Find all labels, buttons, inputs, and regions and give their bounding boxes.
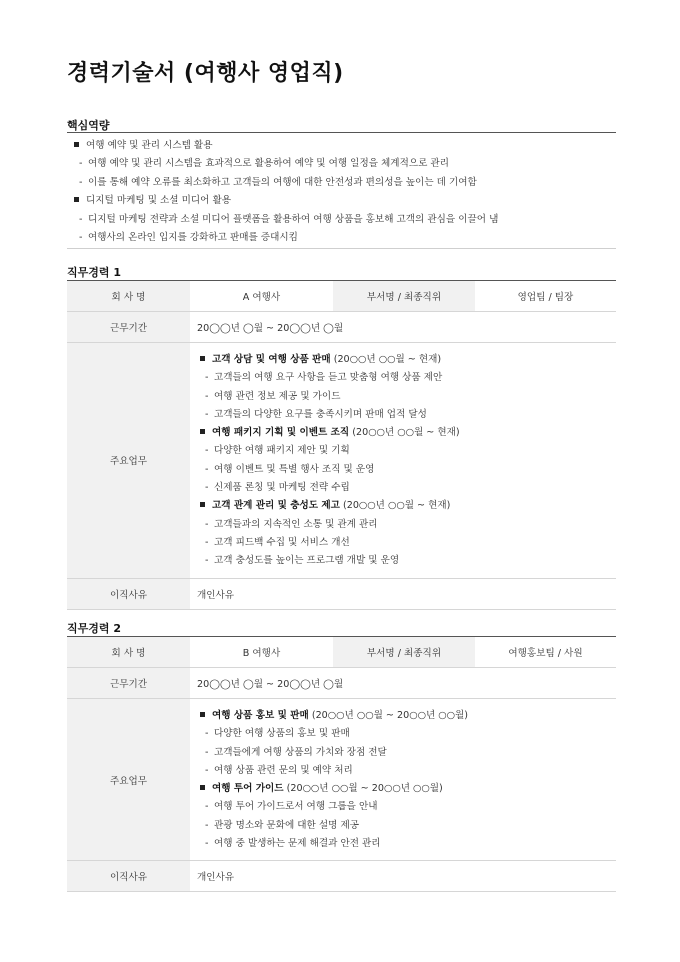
- period-label: 근무기간: [67, 312, 190, 343]
- duty-label: 주요업무: [67, 343, 190, 579]
- square-bullet-icon: [198, 497, 212, 515]
- dept-position-value: 영업팀 / 팀장: [475, 281, 616, 312]
- square-bullet-icon: [72, 192, 86, 210]
- core-bullet-item: 여행 예약 및 관리 시스템 활용: [72, 137, 616, 155]
- square-bullet-icon: [72, 137, 86, 155]
- dash-marker: [205, 725, 214, 743]
- duty-bullet-item: 여행 투어 가이드 (20○○년 ○○월 ~ 20○○년 ○○월): [198, 780, 616, 798]
- dash-marker: [79, 155, 88, 173]
- core-dash-item: -여행 예약 및 관리 시스템을 효과적으로 활용하여 예약 및 여행 일정을 체계적으로 관리: [72, 155, 616, 173]
- reason-label: 이직사유: [67, 861, 190, 892]
- dash-marker: [205, 406, 214, 424]
- dash-marker: [79, 211, 88, 229]
- dash-marker: [205, 479, 214, 497]
- duty-dash-item: -여행 중 발생하는 문제 해결과 안전 관리: [198, 835, 616, 853]
- core-bottom-rule: [67, 248, 616, 249]
- reason-label: 이직사유: [67, 578, 190, 609]
- dash-marker: [205, 552, 214, 570]
- reason-row: [67, 578, 616, 609]
- dept-position-label: 부서명 / 최종직위: [333, 281, 475, 312]
- dash-marker: [79, 174, 88, 192]
- duty-dash-item: -여행 상품 관련 문의 및 예약 처리: [198, 762, 616, 780]
- square-bullet-icon: [198, 707, 212, 725]
- duty-dash-item: -고객 충성도를 높이는 프로그램 개발 및 운영: [198, 552, 616, 570]
- duty-row: [67, 699, 616, 861]
- duty-bullet-item: 고객 상담 및 여행 상품 판매 (20○○년 ○○월 ~ 현재): [198, 351, 616, 369]
- dash-marker: [205, 744, 214, 762]
- duty-dash-item: -고객들과의 지속적인 소통 및 관계 관리: [198, 516, 616, 534]
- duty-list: [190, 343, 616, 579]
- dash-marker: [79, 229, 88, 247]
- core-dash-item: -디지털 마케팅 전략과 소셜 미디어 플랫폼을 활용하여 여행 상품을 홍보해 고객의 관심을 이끌어 냄: [72, 211, 616, 229]
- duty-bullet-item: 여행 상품 홍보 및 판매 (20○○년 ○○월 ~ 20○○년 ○○월): [198, 707, 616, 725]
- dash-marker: [205, 461, 214, 479]
- dept-position-value: 여행홍보팀 / 사원: [475, 637, 616, 668]
- period-value: 20◯◯년 ◯월 ~ 20◯◯년 ◯월: [190, 312, 616, 343]
- company-row: [67, 637, 616, 668]
- square-bullet-icon: [198, 424, 212, 442]
- duty-dash-item: -신제품 론칭 및 마케팅 전략 수립: [198, 479, 616, 497]
- duty-dash-item: -고객들의 여행 요구 사항을 듣고 맞춤형 여행 상품 제안: [198, 369, 616, 387]
- duty-dash-item: -고객들에게 여행 상품의 가치와 장점 전달: [198, 744, 616, 762]
- career-2-heading: 직무경력 2: [67, 622, 121, 635]
- period-value: 20◯◯년 ◯월 ~ 20◯◯년 ◯월: [190, 668, 616, 699]
- duty-dash-item: -고객 피드백 수집 및 서비스 개선: [198, 534, 616, 552]
- duty-bullet-item: 고객 관계 관리 및 충성도 제고 (20○○년 ○○월 ~ 현재): [198, 497, 616, 515]
- duty-dash-item: -여행 이벤트 및 특별 행사 조직 및 운영: [198, 461, 616, 479]
- dash-marker: [205, 369, 214, 387]
- core-competency-list: [72, 137, 616, 247]
- career-1-heading: 직무경력 1: [67, 266, 121, 279]
- reason-value: 개인사유: [190, 578, 616, 609]
- duty-row: [67, 343, 616, 579]
- duty-bullet-item: 여행 패키지 기획 및 이벤트 조직 (20○○년 ○○월 ~ 현재): [198, 424, 616, 442]
- dash-marker: [205, 817, 214, 835]
- duty-dash-item: -다양한 여행 패키지 제안 및 기획: [198, 442, 616, 460]
- company-label: 회 사 명: [67, 637, 190, 668]
- dash-marker: [205, 762, 214, 780]
- duty-dash-item: -관광 명소와 문화에 대한 설명 제공: [198, 817, 616, 835]
- career-1-table: [67, 281, 616, 610]
- duty-label: 주요업무: [67, 699, 190, 861]
- company-name: A 여행사: [190, 281, 333, 312]
- duty-dash-item: -여행 관련 정보 제공 및 가이드: [198, 388, 616, 406]
- dept-position-label: 부서명 / 최종직위: [333, 637, 475, 668]
- dash-marker: [205, 534, 214, 552]
- period-row: [67, 312, 616, 343]
- duty-dash-item: -다양한 여행 상품의 홍보 및 판매: [198, 725, 616, 743]
- dash-marker: [205, 442, 214, 460]
- document-title: 경력기술서 (여행사 영업직): [67, 61, 344, 86]
- reason-value: 개인사유: [190, 861, 616, 892]
- company-row: [67, 281, 616, 312]
- core-heading-rule: [67, 132, 616, 133]
- core-dash-item: -여행사의 온라인 입지를 강화하고 판매를 증대시킴: [72, 229, 616, 247]
- square-bullet-icon: [198, 780, 212, 798]
- company-label: 회 사 명: [67, 281, 190, 312]
- core-dash-item: -이를 통해 예약 오류를 최소화하고 고객들의 여행에 대한 안전성과 편의성을 높이는 데 기여함: [72, 174, 616, 192]
- core-competency-heading: 핵심역량: [67, 119, 110, 132]
- core-bullet-item: 디지털 마케팅 및 소셜 미디어 활용: [72, 192, 616, 210]
- dash-marker: [205, 798, 214, 816]
- duty-list: [190, 699, 616, 861]
- reason-row: [67, 861, 616, 892]
- square-bullet-icon: [198, 351, 212, 369]
- career-2-table: [67, 637, 616, 892]
- period-label: 근무기간: [67, 668, 190, 699]
- dash-marker: [205, 835, 214, 853]
- duty-dash-item: -고객들의 다양한 요구를 충족시키며 판매 업적 달성: [198, 406, 616, 424]
- company-name: B 여행사: [190, 637, 333, 668]
- period-row: [67, 668, 616, 699]
- dash-marker: [205, 388, 214, 406]
- dash-marker: [205, 516, 214, 534]
- duty-dash-item: -여행 투어 가이드로서 여행 그룹을 안내: [198, 798, 616, 816]
